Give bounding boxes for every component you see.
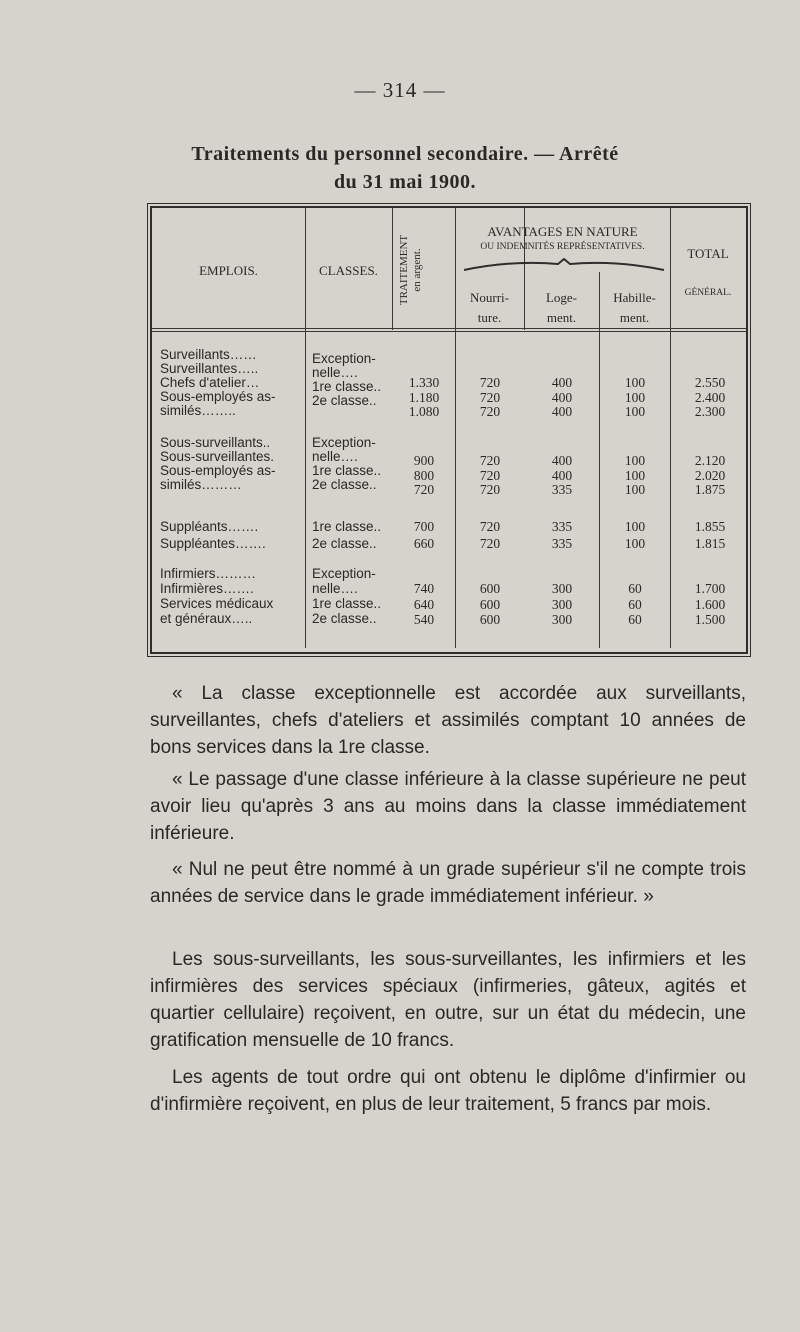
cell: 60 (628, 581, 642, 596)
group-1-habillement (605, 376, 665, 420)
classe: 2e classe.. (312, 611, 377, 626)
group-2-traitement (394, 454, 454, 498)
paragraph (150, 680, 746, 761)
cell: 720 (479, 404, 501, 420)
emploi: Infirmières……. (160, 581, 254, 596)
cell: 1.600 (694, 596, 726, 612)
paragraph-text: « Le passage d'une classe inférieure à la classe supérieure ne peut avoir lieu qu'après 3 ans au moins dans la classe immédiatement inférieure. (150, 769, 746, 844)
cell: 100 (624, 467, 646, 483)
cell: 1.875 (694, 482, 726, 498)
cell: 400 (551, 453, 573, 468)
group-2-nourriture (460, 454, 520, 498)
cell: 700 (413, 519, 435, 534)
cell: 100 (624, 453, 646, 468)
cell: 600 (479, 596, 501, 612)
cell: 100 (624, 375, 646, 390)
emploi: similés…….. (160, 403, 236, 418)
group-2-emplois (160, 436, 276, 492)
classe: 2e classe.. (312, 536, 377, 551)
cell: 2.550 (694, 375, 726, 390)
emploi: Sous-surveillantes. (160, 449, 275, 464)
cell: 540 (413, 612, 435, 627)
header-avantages-sub: OU INDEMNITÉS REPRÉSENTATIVES. (480, 242, 645, 252)
cell: 740 (413, 581, 435, 596)
page-title (120, 140, 690, 196)
cell: 2.400 (694, 389, 726, 405)
cell: 1.080 (408, 404, 440, 420)
group-4-habillement (605, 581, 665, 628)
cell: 300 (551, 596, 573, 612)
group-1-logement (532, 376, 592, 420)
classe: nelle…. (312, 449, 358, 464)
group-3-classes (312, 518, 381, 552)
header-general: GÉNÉRAL. (684, 288, 732, 298)
group-3-emplois (160, 518, 266, 552)
emploi: Sous-employés as- (160, 463, 276, 478)
cell: 100 (624, 536, 646, 551)
cell: 720 (479, 536, 501, 551)
header-traitement (392, 218, 455, 328)
classe: 2e classe.. (312, 477, 377, 492)
group-1-total (680, 376, 740, 420)
classe: 1re classe.. (312, 463, 382, 478)
classe: 1re classe.. (312, 596, 382, 611)
emploi: Infirmiers……… (160, 566, 257, 581)
col-rule (455, 208, 456, 648)
nourriture-label: Nourri- (470, 290, 509, 305)
group-3-total (680, 518, 740, 552)
group-1-traitement (394, 376, 454, 420)
group-1-nourriture (460, 376, 520, 420)
cell: 720 (479, 519, 501, 534)
cell: 400 (551, 389, 573, 405)
cell: 900 (413, 453, 435, 468)
group-4-traitement (394, 581, 454, 628)
paragraph-text: Les agents de tout ordre qui ont obtenu le diplôme d'infirmier ou d'infirmière reçoivent, en plus de leur traitement, 5 francs par mois. (150, 1067, 746, 1115)
cell: 300 (551, 581, 573, 596)
cell: 640 (413, 596, 435, 612)
cell: 100 (624, 519, 646, 534)
cell: 2.300 (694, 404, 726, 420)
emploi: Surveillants…… (160, 347, 257, 362)
emploi: Chefs d'atelier… (160, 375, 260, 390)
group-3-habillement (605, 518, 665, 552)
group-2-total (680, 454, 740, 498)
traitement-label: TRAITEMENT (398, 234, 410, 306)
cell: 600 (479, 581, 501, 596)
paragraph-text: Les sous-surveillants, les sous-surveillantes, les infirmiers et les infirmières des services spéciaux (infirmeries, gâteux, agités et quartier cellulaire) reçoivent, en outre, sur un état du médecin, une gratification mensuelle de 10 francs. (150, 949, 746, 1051)
salary-table (150, 206, 748, 654)
classe: 1re classe.. (312, 519, 382, 534)
paragraph (150, 766, 746, 847)
page-number: — 314 — (354, 78, 446, 102)
cell: 1.700 (694, 581, 726, 596)
habillement-label: Habille- (613, 290, 656, 305)
cell: 660 (413, 536, 435, 551)
classe: Exception- (312, 351, 376, 366)
group-4-total (680, 581, 740, 628)
emploi: Services médicaux (160, 596, 274, 611)
emploi: et généraux….. (160, 611, 253, 626)
cell: 800 (413, 467, 435, 483)
classe: Exception- (312, 435, 376, 450)
traitement-sublabel: en argent. (411, 248, 423, 292)
cell: 400 (551, 404, 573, 420)
header-nourriture (455, 288, 524, 328)
brace-icon (462, 258, 666, 272)
nourriture-label-2: ture. (477, 310, 502, 325)
col-rule (670, 208, 671, 648)
header-rule (152, 328, 746, 329)
cell: 2.120 (694, 453, 726, 468)
classe: nelle…. (312, 581, 358, 596)
group-1-emplois (160, 348, 276, 418)
cell: 60 (628, 612, 642, 627)
cell: 400 (551, 375, 573, 390)
group-2-classes (312, 436, 381, 492)
cell: 600 (479, 612, 501, 627)
header-habillement (599, 288, 670, 328)
paragraph (150, 1064, 746, 1118)
cell: 720 (479, 482, 501, 498)
group-4-classes (312, 566, 381, 626)
cell: 100 (624, 404, 646, 420)
group-4-logement (532, 581, 592, 628)
emploi: Sous-surveillants.. (160, 435, 271, 450)
cell: 720 (479, 389, 501, 405)
cell: 720 (413, 482, 435, 498)
paragraph (150, 856, 746, 910)
header-logement (524, 288, 599, 328)
emploi: Suppléants……. (160, 519, 259, 534)
classe: 1re classe.. (312, 379, 382, 394)
header-emplois: EMPLOIS. (199, 263, 258, 278)
emploi: Surveillantes….. (160, 361, 259, 376)
cell: 1.815 (694, 536, 726, 551)
cell: 720 (479, 453, 501, 468)
emploi: similés……… (160, 477, 242, 492)
header-avantages: AVANTAGES EN NATURE (487, 224, 638, 239)
header-total: TOTAL (687, 246, 729, 261)
group-4-nourriture (460, 581, 520, 628)
cell: 335 (551, 536, 573, 551)
logement-label: Loge- (545, 290, 578, 305)
cell: 1.500 (694, 612, 726, 627)
cell: 300 (551, 612, 573, 627)
group-4-emplois (160, 566, 273, 626)
group-2-habillement (605, 454, 665, 498)
cell: 335 (551, 482, 573, 498)
title-line-1: Traitements du personnel secondaire. — Arrêté (191, 143, 619, 165)
cell: 100 (624, 482, 646, 498)
header-classes: CLASSES. (319, 263, 378, 278)
group-1-classes (312, 352, 381, 408)
cell: 2.020 (694, 467, 726, 483)
group-3-nourriture (460, 518, 520, 552)
logement-label-2: ment. (546, 310, 577, 325)
classe: Exception- (312, 566, 376, 581)
group-3-traitement (394, 518, 454, 552)
habillement-label-2: ment. (619, 310, 650, 325)
cell: 1.180 (408, 389, 440, 405)
cell: 720 (479, 375, 501, 390)
cell: 60 (628, 596, 642, 612)
title-line-2: du 31 mai 1900. (334, 171, 476, 193)
group-3-logement (532, 518, 592, 552)
cell: 720 (479, 467, 501, 483)
paragraph-text: « Nul ne peut être nommé à un grade supérieur s'il ne compte trois années de service dans le grade immédiatement inférieur. » (150, 859, 746, 907)
cell: 1.855 (694, 519, 726, 534)
classe: nelle…. (312, 365, 358, 380)
cell: 400 (551, 467, 573, 483)
header-rule (152, 331, 746, 332)
classe: 2e classe.. (312, 393, 377, 408)
cell: 335 (551, 519, 573, 534)
cell: 100 (624, 389, 646, 405)
emploi: Suppléantes……. (160, 536, 266, 551)
paragraph-text: « La classe exceptionnelle est accordée aux surveillants, surveillantes, chefs d'ateliers et assimilés comptant 10 années de bons services dans la 1re classe. (150, 683, 746, 758)
emploi: Sous-employés as- (160, 389, 276, 404)
cell: 1.330 (408, 375, 440, 390)
paragraph (150, 946, 746, 1054)
group-2-logement (532, 454, 592, 498)
